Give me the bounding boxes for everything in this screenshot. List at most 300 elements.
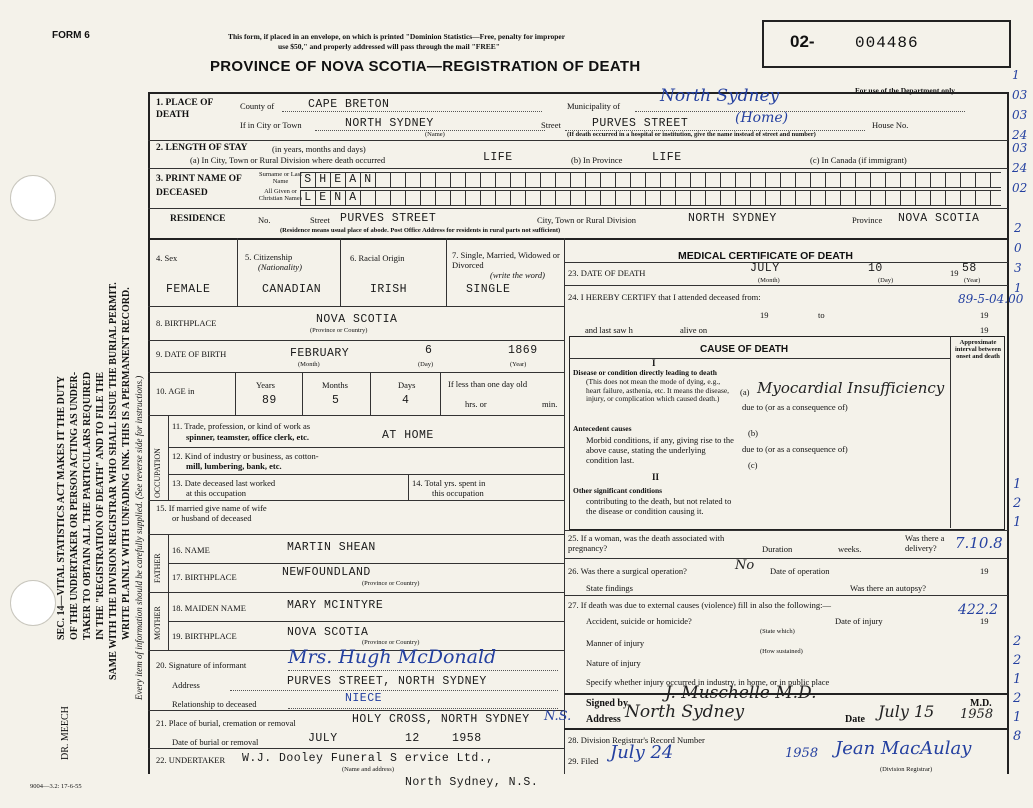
margin-code: 24 xyxy=(1012,128,1028,142)
registrar-caption: (Division Registrar) xyxy=(880,766,933,773)
age-months-value: 5 xyxy=(332,394,340,407)
hrs-label: hrs. or xyxy=(465,399,487,409)
informant-address-value: PURVES STREET, NORTH SYDNEY xyxy=(287,675,487,688)
burial-place-label: 21. Place of burial, cremation or removal xyxy=(156,718,296,728)
name-letter-cell xyxy=(736,191,751,205)
due-to-b: due to (or as a consequence of) xyxy=(742,444,848,454)
alive-on-19: 19 xyxy=(980,325,989,335)
name-letter-cell xyxy=(586,173,601,187)
name-letter-cell xyxy=(976,173,991,187)
dob-day: 6 xyxy=(425,344,433,357)
name-letter-cell xyxy=(781,173,796,187)
father-birthplace-label: 17. BIRTHPLACE xyxy=(172,572,237,582)
name-letter-cell xyxy=(421,173,436,187)
registration-number: 004486 xyxy=(855,34,919,52)
name-letter-cell xyxy=(496,191,511,205)
name-letter-cell xyxy=(811,191,826,205)
section-i: I xyxy=(652,358,656,368)
burial-year: 1958 xyxy=(452,732,482,745)
name-letter-cell xyxy=(436,191,451,205)
margin-code: 1 xyxy=(1013,515,1022,530)
margin-code: 24 xyxy=(1012,161,1028,175)
name-letter-cell xyxy=(571,191,586,205)
death-month: JULY xyxy=(750,262,780,275)
name-letter-cell xyxy=(826,191,841,205)
mother-name-value: MARY MCINTYRE xyxy=(287,599,384,612)
citizenship-label: 5. Citizenship xyxy=(245,252,293,262)
age-months-label: Months xyxy=(322,380,348,390)
pregnancy-label: 25. If a woman, was the death associated with pregnancy? xyxy=(568,533,725,553)
print-name-label: 3. PRINT NAME OF DECEASED xyxy=(156,174,242,198)
name-letter-cell xyxy=(976,191,991,205)
name-letter-cell xyxy=(361,191,376,205)
burial-place-value: HOLY CROSS, NORTH SYDNEY xyxy=(352,713,530,726)
marital-sub: (write the word) xyxy=(490,270,545,280)
q11-label: 11. Trade, profession, or kind of work as xyxy=(172,421,311,431)
name-caption: (Name) xyxy=(425,131,445,138)
margin-code: 1 xyxy=(1013,477,1022,492)
section-ii: II xyxy=(652,472,660,482)
dob-day-caption: (Day) xyxy=(418,361,434,368)
marital-label: 7. Single, Married, Widowed or Divorced xyxy=(452,250,560,270)
margin-codes-stay xyxy=(1012,138,1032,198)
name-letter-cell xyxy=(481,173,496,187)
undertaker-label: 22. UNDERTAKER xyxy=(156,755,226,765)
physician-address-label: Address xyxy=(586,714,621,725)
mother-birthplace-label: 19. BIRTHPLACE xyxy=(172,631,237,641)
relationship-label: Relationship to deceased xyxy=(172,699,257,709)
residence-label: RESIDENCE xyxy=(170,214,226,224)
filed-label: 29. Filed xyxy=(568,756,599,766)
q12-sub: mill, lumbering, bank, etc. xyxy=(186,461,282,471)
name-letter-cell: E xyxy=(316,191,331,205)
mail-notice-line1: This form, if placed in an envelope, on which is printed "Dominion Statistics—Free, penalty for improper xyxy=(228,32,566,41)
residence-city-value: NORTH SYDNEY xyxy=(688,212,777,225)
name-letter-cell xyxy=(436,173,451,187)
form-title: PROVINCE OF NOVA SCOTIA—REGISTRATION OF DEATH xyxy=(210,58,641,75)
name-letter-cell xyxy=(556,191,571,205)
undertaker-value: W.J. Dooley Funeral S ervice Ltd., xyxy=(242,752,494,765)
name-letter-cell xyxy=(721,173,736,187)
operation-answer: No xyxy=(735,558,755,573)
margin-codes-residence xyxy=(1014,218,1032,298)
margin-code: 02 xyxy=(1012,181,1028,195)
name-letter-cell xyxy=(421,191,436,205)
specify-label: Specify whether injury occurred in industry, in home, or in public place xyxy=(586,677,830,687)
undertaker-caption: (Name and address) xyxy=(342,766,394,773)
name-letter-cell xyxy=(991,173,1001,187)
hospital-note: (If death occurred in a hospital or institution, give the name instead of street and number) xyxy=(567,131,816,138)
dob-month-caption: (Month) xyxy=(298,361,320,368)
death-year-prefix: 19 xyxy=(950,268,959,278)
other-conditions-label: Other significant conditions xyxy=(573,486,663,495)
name-letter-cell xyxy=(676,173,691,187)
age-days-value: 4 xyxy=(402,394,410,407)
name-letter-cell xyxy=(631,173,646,187)
name-letter-cell xyxy=(481,191,496,205)
margin-codes-cause xyxy=(1013,475,1031,532)
antecedent-label: Antecedent causes xyxy=(573,424,632,433)
name-letter-cell xyxy=(646,173,661,187)
age-years-value: 89 xyxy=(262,394,277,407)
q13-sub: at this occupation xyxy=(186,488,246,498)
occupation-side-label: OCCUPATION xyxy=(153,448,162,498)
father-side-label: FATHER xyxy=(153,553,162,583)
death-year: 58 xyxy=(962,262,977,275)
stamp-dr-meech: DR. MEECH xyxy=(60,706,71,760)
print-code: 9004—3.2: 17-6-55 xyxy=(30,783,82,790)
name-letter-cell: A xyxy=(346,173,361,187)
surname-caption: Surname or Last Name xyxy=(259,171,302,185)
name-letter-cell xyxy=(451,191,466,205)
attended-19a: 19 xyxy=(760,310,769,320)
margin-code: 2 xyxy=(1014,221,1022,235)
residence-street-label: Street xyxy=(310,215,330,225)
margin-code: 2 xyxy=(1013,634,1022,649)
name-letter-cell xyxy=(406,191,421,205)
antecedent-note: Morbid conditions, if any, giving rise to the above cause, stating the underlying condition last. xyxy=(586,435,734,465)
name-letter-cell xyxy=(541,191,556,205)
department-use-note: For use of the Department only xyxy=(855,86,956,95)
given-caption: All Given or Christian Names xyxy=(258,188,303,202)
name-letter-cell xyxy=(631,191,646,205)
length-of-stay-sub: (in years, months and days) xyxy=(272,144,366,154)
manner-label: Manner of injury xyxy=(586,638,645,648)
margin-codes-low xyxy=(1013,632,1031,746)
name-letter-cell xyxy=(391,173,406,187)
birthplace-caption: (Province or Country) xyxy=(310,327,368,334)
name-letter-cell xyxy=(571,173,586,187)
stay-province-value: LIFE xyxy=(652,151,682,164)
name-letter-cell xyxy=(691,191,706,205)
physician-signature: J. Muschelle M.D. xyxy=(665,683,817,703)
injury-date-19: 19 xyxy=(980,616,989,626)
name-letter-cell: S xyxy=(301,173,316,187)
q14-sub: this occupation xyxy=(432,488,484,498)
margin-code: 2 xyxy=(1013,691,1022,706)
operation-date-label: Date of operation xyxy=(770,566,830,576)
name-letter-cell xyxy=(931,191,946,205)
autopsy-label: Was there an autopsy? xyxy=(850,583,927,593)
death-day: 10 xyxy=(868,262,883,275)
interval-label: Approximate interval between onset and death xyxy=(954,339,1002,360)
residence-no-label: No. xyxy=(258,215,271,225)
name-letter-cell xyxy=(586,191,601,205)
dob-label: 9. DATE OF BIRTH xyxy=(156,349,227,359)
name-letter-cell xyxy=(661,191,676,205)
age-label: 10. AGE in xyxy=(156,386,195,396)
name-letter-cell xyxy=(526,173,541,187)
margin-code: 2 xyxy=(1013,653,1022,668)
physician-date-handwritten: July 15 xyxy=(878,702,935,721)
margin-code-delivery: 7.10.8 xyxy=(955,534,1003,552)
dob-year-caption: (Year) xyxy=(510,361,527,368)
duration-label: Duration xyxy=(762,544,793,554)
father-birthplace-caption: (Province or Country) xyxy=(362,580,420,587)
cause-heading: CAUSE OF DEATH xyxy=(700,344,789,355)
state-which-caption: (State which) xyxy=(760,628,795,635)
father-name-label: 16. NAME xyxy=(172,545,210,555)
mother-birthplace-value: NOVA SCOTIA xyxy=(287,626,369,639)
attended-to: to xyxy=(818,310,825,320)
name-letter-cell xyxy=(496,173,511,187)
name-letter-cell xyxy=(856,173,871,187)
q14-label: 14. Total yrs. spent in xyxy=(412,478,486,488)
mail-notice-line2: use $50," and properly addressed will pass through the mail "FREE" xyxy=(278,42,500,51)
name-letter-cell xyxy=(646,191,661,205)
margin-code: 3 xyxy=(1014,261,1022,275)
surname-grid xyxy=(300,172,1001,188)
registrar-signature: Jean MacAulay xyxy=(835,738,972,759)
stay-canada-label: (c) In Canada (if immigrant) xyxy=(810,155,907,165)
name-letter-cell xyxy=(841,173,856,187)
physician-date-label: Date xyxy=(845,714,865,725)
name-letter-cell xyxy=(796,191,811,205)
margin-code: 03 xyxy=(1012,141,1028,155)
last-saw-label: and last saw h xyxy=(585,325,633,335)
name-letter-cell: N xyxy=(361,173,376,187)
name-letter-cell xyxy=(721,191,736,205)
name-letter-cell xyxy=(391,191,406,205)
name-letter-cell xyxy=(766,173,781,187)
disease-note: (This does not mean the mode of dying, e.g., heart failure, asthenia, etc. It means the disease, injury, or complication which caused death.) xyxy=(586,377,730,403)
place-of-death-label: 1. PLACE OF DEATH xyxy=(156,98,213,120)
margin-code: 0 xyxy=(1014,241,1022,255)
less-than-day-label: If less than one day old xyxy=(448,379,528,389)
margin-code: 1 xyxy=(1013,672,1022,687)
mother-name-label: 18. MAIDEN NAME xyxy=(172,603,246,613)
death-year-caption: (Year) xyxy=(964,277,981,284)
length-of-stay-label: 2. LENGTH OF STAY xyxy=(156,143,248,153)
burial-month: JULY xyxy=(308,732,338,745)
death-month-caption: (Month) xyxy=(758,277,780,284)
residence-city-label: City, Town or Rural Division xyxy=(537,215,637,225)
house-number-label: House No. xyxy=(872,120,909,130)
father-birthplace-value: NEWFOUNDLAND xyxy=(282,566,371,579)
margin-code: 1 xyxy=(1012,68,1020,82)
date-of-death-label: 23. DATE OF DEATH xyxy=(568,268,646,278)
name-letter-cell xyxy=(616,173,631,187)
margin-code: 1 xyxy=(1013,710,1022,725)
name-letter-cell: N xyxy=(331,191,346,205)
street-value: PURVES STREET xyxy=(592,117,689,130)
name-letter-cell xyxy=(736,173,751,187)
margin-code-external: 422.2 xyxy=(958,602,999,618)
marital-value: SINGLE xyxy=(466,283,511,296)
name-letter-cell xyxy=(916,173,931,187)
margin-code: 03 xyxy=(1012,88,1028,102)
name-letter-cell xyxy=(931,173,946,187)
due-to-a: due to (or as a consequence of) xyxy=(742,402,848,412)
name-letter-cell xyxy=(706,173,721,187)
name-letter-cell xyxy=(961,173,976,187)
record-number-label: 28. Division Registrar's Record Number xyxy=(568,735,705,745)
injury-date-label: Date of injury xyxy=(835,616,883,626)
sex-label: 4. Sex xyxy=(156,253,178,263)
name-letter-cell xyxy=(856,191,871,205)
name-letter-cell xyxy=(406,173,421,187)
name-letter-cell xyxy=(766,191,781,205)
q15-label: 15. If married give name of wife xyxy=(156,503,267,513)
operation-date-19: 19 xyxy=(980,566,989,576)
municipality-label: Municipality of xyxy=(567,101,621,111)
street-handwritten: (Home) xyxy=(735,110,789,126)
q11-value: AT HOME xyxy=(382,429,434,442)
name-letter-cell xyxy=(451,173,466,187)
sec14-line4: IN THE "REGISTRATION OF DEATH" AND TO FILE THE xyxy=(95,371,106,640)
name-letter-cell xyxy=(556,173,571,187)
punch-hole-top xyxy=(10,175,56,221)
death-day-caption: (Day) xyxy=(878,277,894,284)
name-letter-cell: A xyxy=(346,191,361,205)
filed-year-handwritten: 1958 xyxy=(785,746,819,761)
sec14-line5: SAME WITH THE DIVISION REGISTRAR WHO SHALL ISSUE THE BURIAL PERMIT. xyxy=(108,282,119,680)
cause-b-label: (b) xyxy=(748,428,758,438)
name-letter-cell xyxy=(901,191,916,205)
external-causes-label: 27. If death was due to external causes (violence) fill in also the following:— xyxy=(568,600,831,610)
name-letter-cell xyxy=(991,191,1001,205)
medical-heading: MEDICAL CERTIFICATE OF DEATH xyxy=(678,250,853,262)
city-value: NORTH SYDNEY xyxy=(345,117,434,130)
name-letter-cell xyxy=(886,191,901,205)
alive-on-label: alive on xyxy=(680,325,708,335)
cause-c-label: (c) xyxy=(748,460,758,470)
filed-date-handwritten: July 24 xyxy=(610,742,674,763)
residence-note: (Residence means usual place of abode. Post Office Address for residents in rural parts not sufficient) xyxy=(280,227,561,234)
name-letter-cell xyxy=(751,191,766,205)
name-letter-cell xyxy=(616,191,631,205)
racial-origin-label: 6. Racial Origin xyxy=(350,253,405,263)
name-letter-cell xyxy=(811,173,826,187)
given-grid xyxy=(300,190,1001,206)
stay-city-label: (a) In City, Town or Rural Division where death occurred xyxy=(190,155,386,165)
delivery-label: Was there a delivery? xyxy=(905,533,945,553)
age-years-label: Years xyxy=(256,380,275,390)
stay-city-value: LIFE xyxy=(483,151,513,164)
name-letter-cell xyxy=(601,191,616,205)
burial-date-label: Date of burial or removal xyxy=(172,737,259,747)
sec14-line3: TAKER TO OBTAIN ALL THE PARTICULARS REQUIRED xyxy=(82,371,93,640)
relationship-value: NIECE xyxy=(345,692,383,705)
physician-address-handwritten: North Sydney xyxy=(625,702,745,722)
name-letter-cell xyxy=(376,173,391,187)
residence-street-value: PURVES STREET xyxy=(340,212,437,225)
cause-a-handwritten: Myocardial Insufficiency xyxy=(757,379,945,397)
name-letter-cell xyxy=(946,173,961,187)
name-letter-cell xyxy=(526,191,541,205)
operation-label: 26. Was there a surgical operation? xyxy=(568,566,687,576)
informant-address-label: Address xyxy=(172,680,200,690)
name-letter-cell xyxy=(511,173,526,187)
cause-a-label: (a) xyxy=(740,387,750,397)
physician-date-year: 1958 xyxy=(960,707,994,722)
punch-hole-bottom xyxy=(10,580,56,626)
sec14-line7: Every item of information should be carefully supplied. (See reverse side for instructions.) xyxy=(134,375,144,700)
street-label: Street xyxy=(541,120,561,130)
burial-day: 12 xyxy=(405,732,420,745)
min-label: min. xyxy=(542,399,558,409)
sec14-line6: WRITE PLAINLY WITH UNFADING INK. THIS IS A PERMANENT RECORD. xyxy=(121,287,132,640)
margin-code: 1 xyxy=(1014,281,1022,295)
name-letter-cell xyxy=(796,173,811,187)
margin-code: 03 xyxy=(1012,108,1028,122)
municipality-handwritten: North Sydney xyxy=(660,86,780,106)
name-letter-cell: L xyxy=(301,191,316,205)
residence-province-label: Province xyxy=(852,215,883,225)
name-letter-cell: H xyxy=(316,173,331,187)
sex-value: FEMALE xyxy=(166,283,211,296)
q15-sub: or husband of deceased xyxy=(172,513,252,523)
weeks-label: weeks. xyxy=(838,544,862,554)
dob-month: FEBRUARY xyxy=(290,347,350,360)
name-letter-cell xyxy=(661,173,676,187)
county-label: County of xyxy=(240,101,275,111)
name-letter-cell xyxy=(961,191,976,205)
name-letter-cell xyxy=(916,191,931,205)
name-letter-cell xyxy=(871,173,886,187)
racial-origin-value: IRISH xyxy=(370,283,408,296)
name-letter-cell xyxy=(466,173,481,187)
mother-birthplace-caption: (Province or Country) xyxy=(362,639,420,646)
margin-code-dates: 89-5-04.00 xyxy=(958,292,1024,306)
name-letter-cell xyxy=(691,173,706,187)
dob-year: 1869 xyxy=(508,344,538,357)
q13-label: 13. Date deceased last worked xyxy=(172,478,276,488)
name-letter-cell xyxy=(946,191,961,205)
name-letter-cell xyxy=(466,191,481,205)
nature-label: Nature of injury xyxy=(586,658,641,668)
attended-19b: 19 xyxy=(980,310,989,320)
birthplace-value: NOVA SCOTIA xyxy=(316,313,398,326)
name-letter-cell xyxy=(601,173,616,187)
birthplace-label: 8. BIRTHPLACE xyxy=(156,318,217,328)
name-letter-cell xyxy=(511,191,526,205)
name-letter-cell xyxy=(781,191,796,205)
name-letter-cell xyxy=(826,173,841,187)
citizenship-value: CANADIAN xyxy=(262,283,322,296)
signed-by-label: Signed by xyxy=(586,698,628,709)
citizenship-sub: (Nationality) xyxy=(258,262,302,272)
q11-sub: spinner, teamster, office clerk, etc. xyxy=(186,432,310,442)
md-label: M.D. xyxy=(970,698,992,709)
q12-label: 12. Kind of industry or business, as cotton- xyxy=(172,451,319,461)
age-days-label: Days xyxy=(398,380,416,390)
name-letter-cell xyxy=(886,173,901,187)
name-letter-cell xyxy=(676,191,691,205)
city-label: If in City or Town xyxy=(240,120,302,130)
undertaker-address: North Sydney, N.S. xyxy=(405,776,539,789)
residence-province-value: NOVA SCOTIA xyxy=(898,212,980,225)
name-letter-cell xyxy=(751,173,766,187)
stay-province-label: (b) In Province xyxy=(571,155,623,165)
name-letter-cell xyxy=(706,191,721,205)
sec14-line1: SEC. 14—VITAL STATISTICS ACT MAKES IT THE DUTY xyxy=(56,376,67,640)
disease-label: Disease or condition directly leading to death xyxy=(573,368,717,377)
accident-label: Accident, suicide or homicide? xyxy=(586,616,692,626)
informant-label: 20. Signature of informant xyxy=(156,660,247,670)
mother-side-label: MOTHER xyxy=(153,606,162,640)
registration-prefix: 02- xyxy=(790,32,815,51)
name-letter-cell xyxy=(901,173,916,187)
margin-code: 2 xyxy=(1013,496,1022,511)
margin-code: 8 xyxy=(1013,729,1022,744)
informant-signature: Mrs. Hugh McDonald xyxy=(288,646,497,668)
sec14-line2: OF THE UNDERTAKER OR PERSON ACTING AS UNDER- xyxy=(69,371,80,640)
name-letter-cell xyxy=(376,191,391,205)
burial-place-handwritten: N.S. xyxy=(544,709,572,724)
how-sustained-caption: (How sustained) xyxy=(760,648,803,655)
name-letter-cell xyxy=(541,173,556,187)
